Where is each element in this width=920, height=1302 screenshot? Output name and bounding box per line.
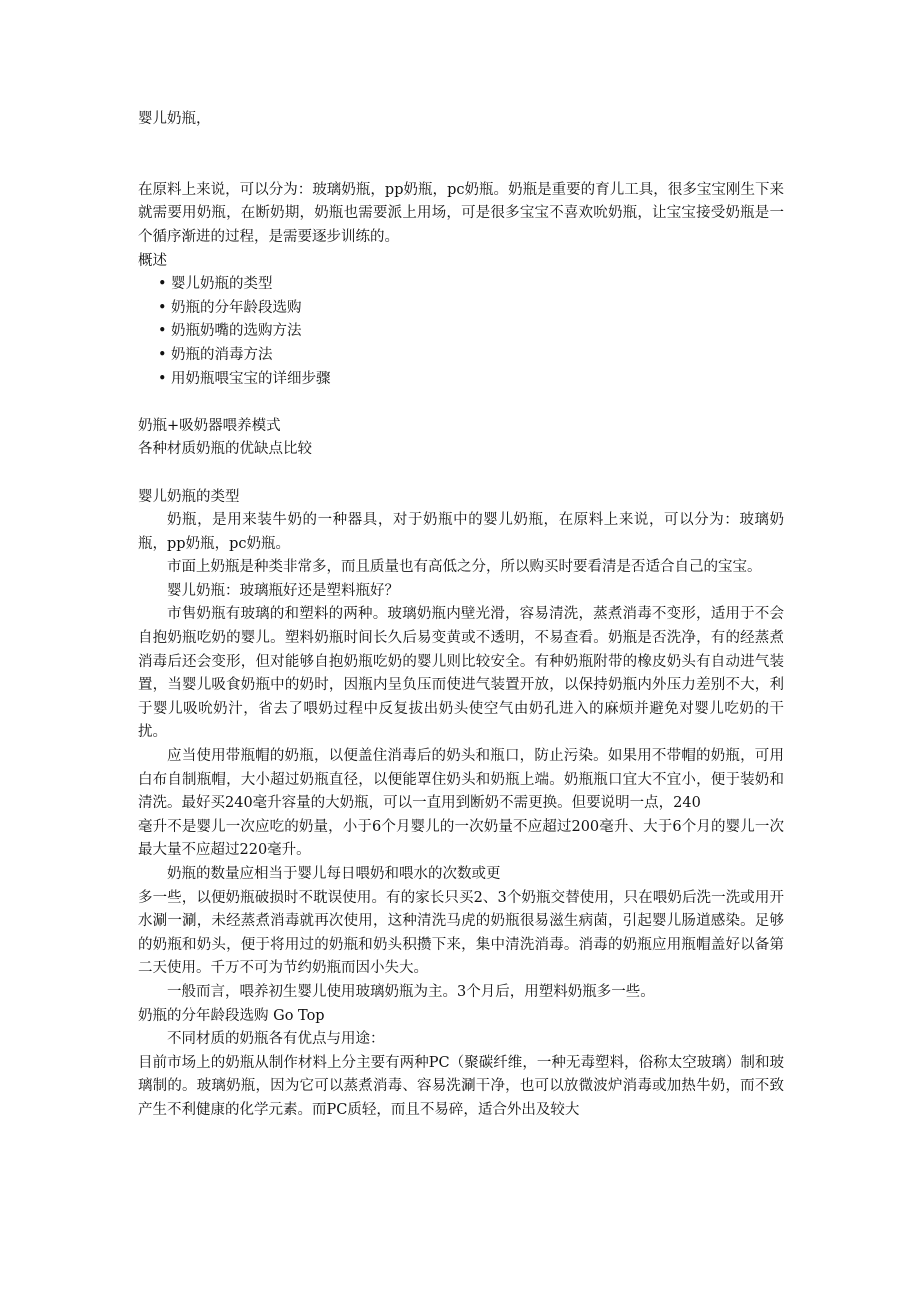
toc-item-age-selection[interactable]: • 奶瓶的分年龄段选购 [158, 297, 784, 321]
section1-paragraph-continued: 多一些，以便奶瓶破损时不耽误使用。有的家长只买2、3个奶瓶交替使用，只在喂奶后洗一洗或用开水涮一涮，未经蒸煮消毒就再次使用，这种清洗马虎的奶瓶很易滋生病菌，引起婴儿肠道感染。足够的奶瓶和奶头，便于将用过的奶瓶和奶头积攒下来，集中清洗消毒。消毒的奶瓶应用瓶帽盖好以备第二天使用。千万不可为节约奶瓶而因小失大。 [138, 889, 784, 977]
spacer [138, 462, 784, 486]
toc-item-nipple-selection[interactable]: • 奶瓶奶嘴的选购方法 [158, 320, 784, 344]
section1-paragraph: 市面上奶瓶是种类非常多，而且质量也有高低之分，所以购买时要看清是否适合自己的宝宝。 [167, 559, 762, 576]
section1-subheading: 婴儿奶瓶：玻璃瓶好还是塑料瓶好？ [167, 582, 399, 599]
section2-heading: 奶瓶的分年龄段选购 Go Top [138, 1007, 325, 1024]
intro-paragraph: 在原料上来说，可以分为：玻璃奶瓶，pp奶瓶，pc奶瓶。奶瓶是重要的育儿工具，很多宝宝刚生下来就需要用奶瓶，在断奶期，奶瓶也需要派上用场，可是很多宝宝不喜欢吮奶瓶，让宝宝接受奶瓶是一个循序渐进的过程，是需要逐步训练的。 [138, 181, 784, 245]
section1-paragraph: 一般而言，喂养初生婴儿使用玻璃奶瓶为主。3个月后，用塑料奶瓶多一些。 [167, 983, 655, 1000]
doc-title: 婴儿奶瓶， [138, 111, 211, 127]
section1-paragraph: 奶瓶的数量应相当于婴儿每日喂奶和喂水的次数或更 [167, 866, 501, 882]
toc-list [138, 273, 784, 391]
overview-heading: 概述 [138, 252, 167, 269]
spacer [138, 155, 784, 179]
toc-item-feeding-steps[interactable]: • 用奶瓶喂宝宝的详细步骤 [158, 368, 784, 392]
section1-heading: 婴儿奶瓶的类型 [138, 488, 240, 505]
spacer [138, 132, 784, 156]
toc-item-sterilization[interactable]: • 奶瓶的消毒方法 [158, 344, 784, 368]
section1-paragraph-continued: 毫升不是婴儿一次应吃的奶量，小于6个月婴儿的一次奶量不应超过200毫升、大于6个月的婴儿一次最大量不应超过220毫升。 [138, 818, 784, 859]
link-material-comparison[interactable]: 各种材质奶瓶的优缺点比较 [138, 441, 312, 458]
document-page [138, 108, 784, 1123]
section2-paragraph: 不同材质的奶瓶各有优点与用途： [167, 1031, 385, 1048]
section1-paragraph: 市售奶瓶有玻璃的和塑料的两种。玻璃奶瓶内壁光滑，容易清洗，蒸煮消毒不变形，适用于不会自抱奶瓶吃奶的婴儿。塑料奶瓶时间长久后易变黄或不透明，不易查看。奶瓶是否洗净，有的经蒸煮消毒后还会变形，但对能够自抱奶瓶吃奶的婴儿则比较安全。有种奶瓶附带的橡皮奶头有自动进气装置，当婴儿吸食奶瓶中的奶时，因瓶内呈负压而使进气装置开放，以保持奶瓶内外压力差别不大，利于婴儿吸吮奶汁，省去了喂奶过程中反复拔出奶头使空气由奶孔进入的麻烦并避免对婴儿吃奶的干扰。 [138, 606, 784, 741]
section1-paragraph: 应当使用带瓶帽的奶瓶，以便盖住消毒后的奶头和瓶口，防止污染。如果用不带帽的奶瓶，可用白布自制瓶帽，大小超过奶瓶直径，以便能罩住奶头和奶瓶上端。奶瓶瓶口宜大不宜小，便于装奶和清洗。最好买240毫升容量的大奶瓶，可以一直用到断奶不需更换。但要说明一点，240 [138, 748, 784, 812]
section1-paragraph: 奶瓶，是用来装牛奶的一种器具，对于奶瓶中的婴儿奶瓶，在原料上来说，可以分为：玻璃奶瓶，pp奶瓶，pc奶瓶。 [138, 512, 784, 552]
toc-item-types[interactable]: • 婴儿奶瓶的类型 [158, 273, 784, 297]
spacer [138, 391, 784, 415]
section2-paragraph: 目前市场上的奶瓶从制作材料上分主要有两种PC（聚碳纤维，一种无毒塑料，俗称太空玻璃）制和玻璃制的。玻璃奶瓶，因为它可以蒸煮消毒、容易洗涮干净，也可以放微波炉消毒或加热牛奶，而不致产生不利健康的化学元素。而PC质轻，而且不易碎，适合外出及较大 [138, 1054, 784, 1118]
link-pump-feeding[interactable]: 奶瓶+吸奶器喂养模式 [138, 417, 281, 434]
